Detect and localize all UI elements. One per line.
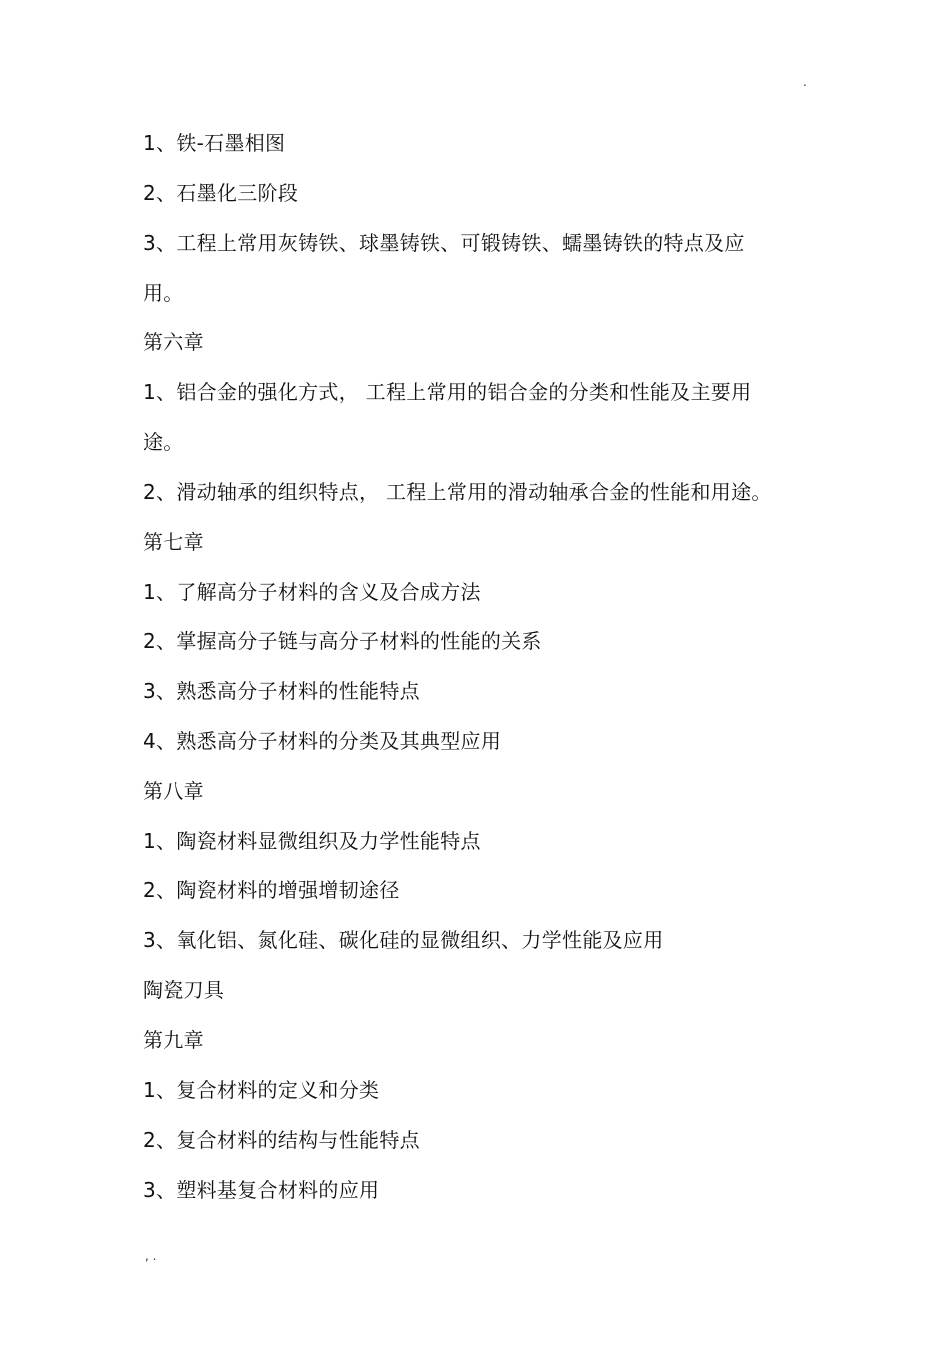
- text-line: 2、滑动轴承的组织特点， 工程上常用的滑动轴承合金的性能和用途。: [143, 480, 772, 504]
- chapter-heading: 第九章: [143, 1028, 204, 1052]
- chapter-heading: 第七章: [143, 530, 204, 554]
- footer-mark: , .: [145, 1249, 157, 1263]
- chapter-heading: 第六章: [143, 330, 204, 354]
- text-line: 2、掌握高分子链与高分子材料的性能的关系: [143, 629, 542, 653]
- text-line: 1、铁-石墨相图: [143, 131, 286, 155]
- text-line: 1、铝合金的强化方式， 工程上常用的铝合金的分类和性能及主要用: [143, 380, 752, 404]
- text-line: 4、熟悉高分子材料的分类及其典型应用: [143, 729, 502, 753]
- text-line: 途。: [143, 430, 184, 454]
- text-line: 3、塑料基复合材料的应用: [143, 1178, 380, 1202]
- text-line: 3、氧化铝、氮化硅、碳化硅的显微组织、力学性能及应用: [143, 928, 664, 952]
- text-line: 陶瓷刀具: [143, 978, 225, 1002]
- chapter-heading: 第八章: [143, 779, 204, 803]
- text-line: 2、复合材料的结构与性能特点: [143, 1128, 420, 1152]
- header-mark: .: [803, 75, 807, 89]
- text-line: 2、石墨化三阶段: [143, 181, 299, 205]
- text-line: 用。: [143, 281, 184, 305]
- text-line: 1、了解高分子材料的含义及合成方法: [143, 580, 481, 604]
- text-line: 1、复合材料的定义和分类: [143, 1078, 380, 1102]
- text-line: 3、工程上常用灰铸铁、球墨铸铁、可锻铸铁、蠕墨铸铁的特点及应: [143, 231, 745, 255]
- text-line: 2、陶瓷材料的增强增韧途径: [143, 878, 400, 902]
- text-line: 3、熟悉高分子材料的性能特点: [143, 679, 420, 703]
- text-line: 1、陶瓷材料显微组织及力学性能特点: [143, 829, 481, 853]
